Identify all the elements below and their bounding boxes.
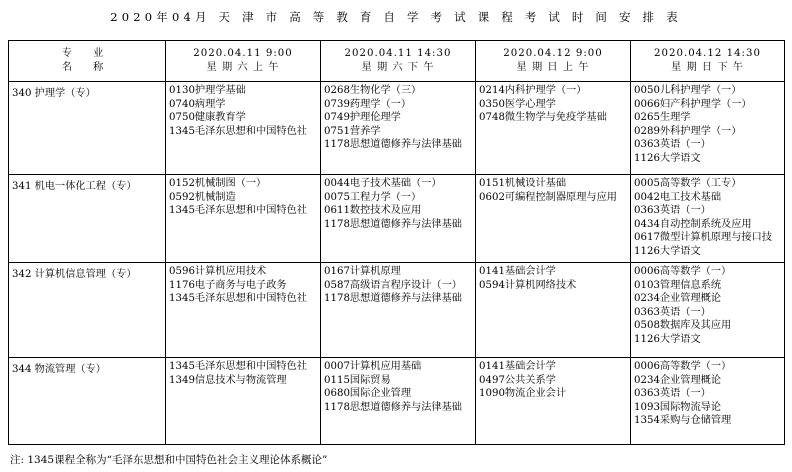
- session-cell: [166, 175, 321, 263]
- course-item: 0350医学心理学: [479, 98, 556, 110]
- course-item: 0044电子技术基础（一）: [324, 178, 442, 189]
- session-cell: [476, 263, 631, 358]
- course-item: 1126大学语文: [634, 333, 701, 345]
- course-item: 0115国际贸易: [324, 374, 391, 386]
- course-item: 1126大学语文: [634, 245, 701, 257]
- header-session-1: [166, 41, 321, 82]
- course-item: 1090物流企业会计: [479, 388, 567, 400]
- course-item: 0006高等数学（一）: [634, 266, 732, 277]
- table-row: [9, 263, 785, 358]
- program-cell: 341 机电一体化工程（专）: [9, 175, 166, 263]
- course-item: 0234企业管理概论: [634, 374, 722, 386]
- course-item: 0739药理学（一）: [324, 98, 412, 110]
- course-item: 1345毛泽东思想和中国特色社: [169, 125, 307, 137]
- course-item: 0141基础会计学: [479, 266, 556, 277]
- course-item: 0075工程力学（一）: [324, 191, 422, 203]
- course-item: 0167计算机原理: [324, 266, 401, 277]
- course-item: 1126大学语文: [634, 152, 701, 164]
- table-row: [9, 358, 785, 445]
- course-item: 0268生物化学（三）: [324, 85, 422, 96]
- header-session-4: [631, 41, 785, 82]
- header-major: [9, 41, 166, 82]
- course-item: 0434自动控制系统及应用: [634, 218, 752, 230]
- program-cell: 342 计算机信息管理（专）: [9, 263, 166, 358]
- course-item: 0130护理学基础: [169, 85, 246, 96]
- course-item: 0751营养学: [324, 125, 381, 137]
- session-date: 2020.04.12 14:30: [654, 48, 761, 59]
- course-item: 1093国际物流导论: [634, 401, 722, 413]
- session-cell: [321, 263, 476, 358]
- session-period: 星 期 日 下 午: [671, 62, 744, 73]
- course-item: 0363英语（一）: [634, 388, 711, 400]
- course-item: 0103管理信息系统: [634, 279, 722, 291]
- course-item: 0066妇产科护理学（一）: [634, 98, 752, 110]
- course-item: 0508数据库及其应用: [634, 320, 732, 332]
- course-item: 1354采购与仓储管理: [634, 415, 732, 427]
- session-period: 星 期 六 下 午: [361, 62, 435, 73]
- course-item: 0214内科护理学（一）: [479, 85, 587, 96]
- session-cell: [631, 358, 785, 445]
- session-cell: [631, 263, 785, 358]
- course-item: 1176电子商务与电子政务: [169, 279, 287, 291]
- course-item: 0289外科护理学（一）: [634, 125, 742, 137]
- course-item: 0750健康教育学: [169, 112, 246, 124]
- course-item: 0265生理学: [634, 112, 691, 124]
- course-item: 1345毛泽东思想和中国特色社: [169, 205, 307, 217]
- session-cell: [321, 175, 476, 263]
- header-session-2: [321, 41, 476, 82]
- session-date: 2020.04.11 14:30: [344, 48, 452, 59]
- course-item: 0602可编程控制器原理与应用: [479, 191, 617, 203]
- course-item: 0596计算机应用技术: [169, 266, 267, 277]
- course-item: 1178思想道德修养与法律基础: [324, 139, 462, 151]
- footnote: 注: 1345课程全称为“毛泽东思想和中国特色社会主义理论体系概论”: [10, 454, 328, 466]
- session-date: 2020.04.12 9:00: [503, 48, 603, 59]
- course-item: 0007计算机应用基础: [324, 361, 422, 372]
- course-item: 0497公共关系学: [479, 374, 556, 386]
- course-item: 0617微型计算机原理与接口技: [634, 232, 772, 244]
- table-row: [9, 175, 785, 263]
- session-cell: [321, 358, 476, 445]
- course-item: 0141基础会计学: [479, 361, 556, 372]
- course-item: 0042电工技术基础: [634, 191, 722, 203]
- course-item: 0740病理学: [169, 98, 226, 110]
- course-item: 0151机械设计基础: [479, 178, 567, 189]
- course-item: 0748微生物学与免疫学基础: [479, 112, 607, 124]
- session-cell: [476, 82, 631, 175]
- session-cell: [476, 358, 631, 445]
- course-item: 0611数控技术及应用: [324, 205, 422, 217]
- course-item: 1178思想道德修养与法律基础: [324, 401, 462, 413]
- course-item: 0363英语（一）: [634, 139, 711, 151]
- header-session-3: [476, 41, 631, 82]
- exam-schedule-table: [8, 40, 785, 445]
- course-item: 1345毛泽东思想和中国特色社: [169, 293, 307, 305]
- session-period: 星 期 日 上 午: [516, 62, 590, 73]
- session-date: 2020.04.11 9:00: [193, 48, 293, 59]
- session-cell: [476, 175, 631, 263]
- session-cell: [166, 263, 321, 358]
- header-row: [9, 41, 785, 82]
- course-item: 0050儿科护理学（一）: [634, 85, 742, 96]
- course-item: 0594计算机网络技术: [479, 279, 577, 291]
- session-cell: [631, 82, 785, 175]
- course-item: 0363英语（一）: [634, 306, 711, 318]
- header-major-line1: 专 业: [61, 48, 113, 59]
- session-cell: [631, 175, 785, 263]
- course-item: 0234企业管理概论: [634, 293, 722, 305]
- program-cell: 340 护理学（专）: [9, 82, 166, 175]
- session-cell: [321, 82, 476, 175]
- course-item: 0680国际企业管理: [324, 388, 412, 400]
- session-cell: [166, 358, 321, 445]
- program-cell: 344 物流管理（专）: [9, 358, 166, 445]
- course-item: 0749护理伦理学: [324, 112, 401, 124]
- course-item: 0005高等数学（工专）: [634, 178, 742, 189]
- table-row: [9, 82, 785, 175]
- course-item: 0592机械制造: [169, 191, 236, 203]
- course-item: 1178思想道德修养与法律基础: [324, 293, 462, 305]
- session-period: 星 期 六 上 午: [206, 62, 280, 73]
- header-major-line2: 名 称: [61, 62, 113, 73]
- course-item: 0006高等数学（一）: [634, 361, 732, 372]
- course-item: 1345毛泽东思想和中国特色社: [169, 361, 307, 372]
- session-cell: [166, 82, 321, 175]
- course-item: 1349信息技术与物流管理: [169, 374, 287, 386]
- course-item: 1178思想道德修养与法律基础: [324, 218, 462, 230]
- course-item: 0587高级语言程序设计（一）: [324, 279, 462, 291]
- course-item: 0152机械制图（一）: [169, 178, 267, 189]
- course-item: 0363英语（一）: [634, 205, 711, 217]
- page-title: 2020年04月 天 津 市 高 等 教 育 自 学 考 试 课 程 考 试 时 间 安 排 表: [110, 10, 682, 24]
